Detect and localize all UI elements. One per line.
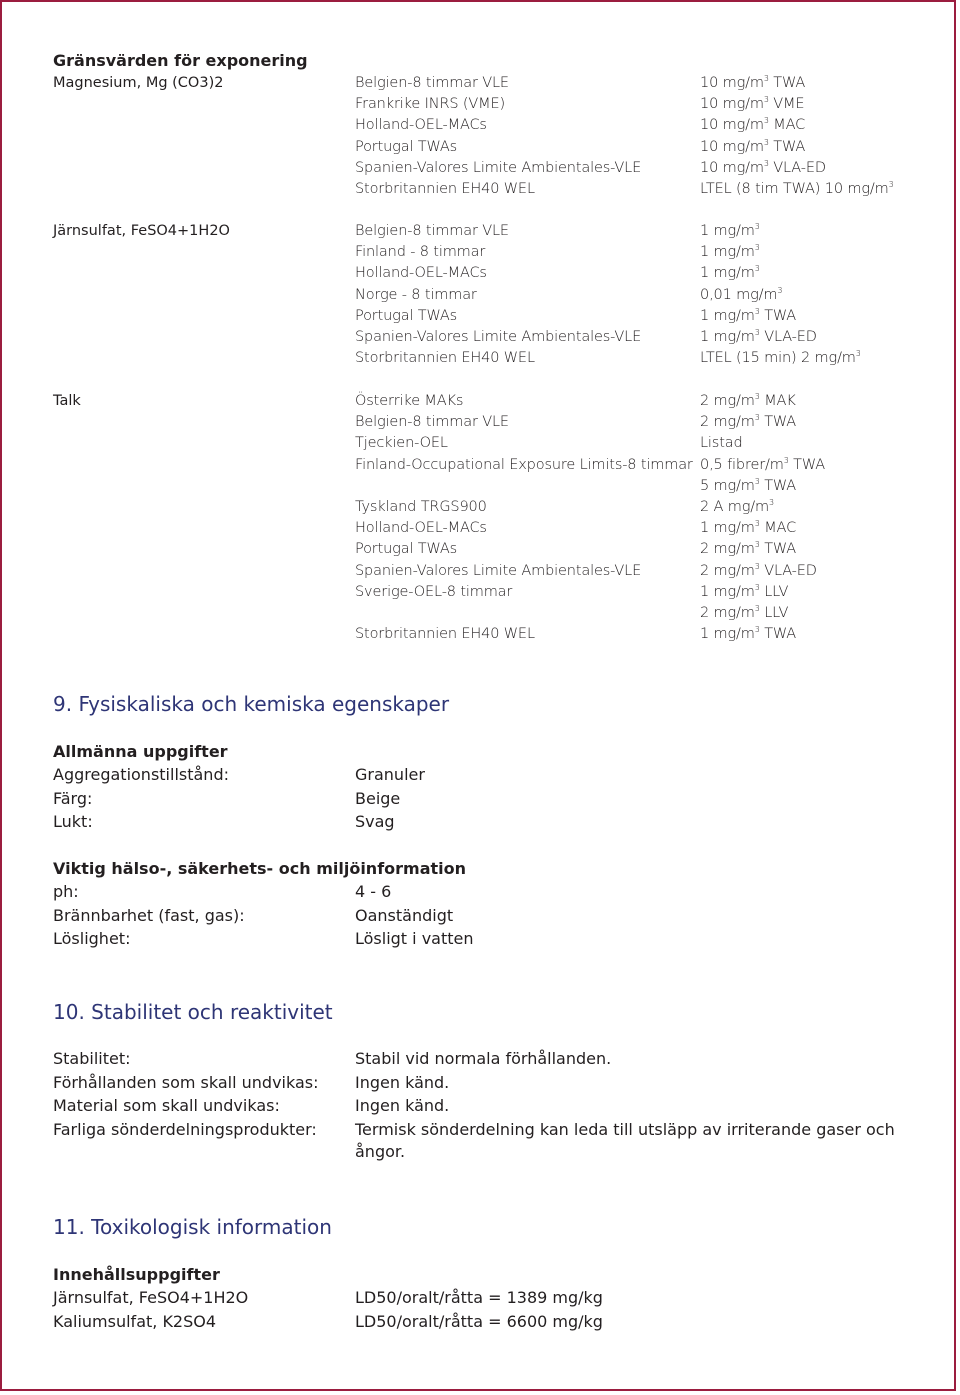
exposure-value-text: 10 mg/m	[700, 160, 764, 176]
section-10-number: 10.	[53, 1000, 85, 1024]
exposure-source: Spanien-Valores Limite Ambientales-VLE	[355, 563, 642, 579]
exposure-value-text: LTEL (15 min) 2 mg/m	[700, 350, 856, 366]
property-label: Farliga sönderdelningsprodukter:	[53, 1120, 317, 1139]
exposure-source: Portugal TWAs	[355, 541, 458, 557]
exposure-value	[700, 158, 826, 178]
general-info-heading: Allmänna uppgifter	[53, 742, 228, 761]
exposure-source: Holland-OEL-MACs	[355, 265, 487, 281]
exposure-value	[700, 306, 796, 326]
exposure-value-unit: TWA	[759, 414, 797, 430]
exposure-value	[700, 624, 796, 644]
exposure-value	[700, 582, 788, 602]
important-info-heading: Viktig hälso-, säkerhets- och miljöinformation	[53, 859, 467, 878]
exposure-value-text: 2 mg/m	[700, 393, 755, 409]
exposure-value-text: 1 mg/m	[700, 329, 755, 345]
substance-name: Talk	[53, 393, 81, 409]
exposure-value-exponent: 3	[754, 604, 760, 613]
exposure-source: Frankrike INRS (VME)	[355, 96, 506, 112]
property-value: Stabil vid normala förhållanden.	[355, 1049, 612, 1068]
exposure-value-text: 2 mg/m	[700, 563, 755, 579]
exposure-source: Storbritannien EH40 WEL	[355, 350, 535, 366]
exposure-source: Storbritannien EH40 WEL	[355, 181, 535, 197]
exposure-value-exponent: 3	[763, 74, 769, 83]
property-label: Lukt:	[53, 812, 93, 831]
exposure-value	[700, 242, 760, 262]
exposure-source: Norge - 8 timmar	[355, 287, 477, 303]
substance-name: Järnsulfat, FeSO4+1H2O	[53, 223, 230, 239]
exposure-source: Österrike MAKs	[355, 393, 464, 409]
property-label: Material som skall undvikas:	[53, 1096, 280, 1115]
exposure-value	[700, 348, 861, 368]
exposure-value	[700, 518, 796, 538]
exposure-value-exponent: 3	[754, 625, 760, 634]
property-label: Kaliumsulfat, K2SO4	[53, 1312, 217, 1331]
exposure-value-exponent: 3	[754, 519, 760, 528]
property-value: Oanständigt	[355, 906, 454, 925]
exposure-source: Portugal TWAs	[355, 139, 458, 155]
exposure-value-unit: LLV	[759, 605, 789, 621]
exposure-value-text: 2 mg/m	[700, 605, 755, 621]
exposure-value-unit: VLA-ED	[759, 563, 817, 579]
property-label: ph:	[53, 882, 79, 901]
property-label: Aggregationstillstånd:	[53, 765, 229, 784]
exposure-source: Sverige-OEL-8 timmar	[355, 584, 513, 600]
exposure-value-exponent: 3	[888, 180, 894, 189]
exposure-value-exponent: 3	[754, 413, 760, 422]
section-9-title-text: Fysiskaliska och kemiska egenskaper	[78, 692, 450, 716]
exposure-value-unit: VME	[768, 96, 805, 112]
property-value: Beige	[355, 789, 401, 808]
exposure-source: Portugal TWAs	[355, 308, 458, 324]
exposure-value	[700, 476, 796, 496]
exposure-value-exponent: 3	[754, 583, 760, 592]
property-value: Granuler	[355, 765, 425, 784]
exposure-value-unit: TWA	[768, 75, 806, 91]
exposure-value-text: 0,01 mg/m	[700, 287, 778, 303]
exposure-value-exponent: 3	[763, 138, 769, 147]
property-value: 4 - 6	[355, 882, 392, 901]
exposure-value-exponent: 3	[783, 456, 789, 465]
property-label: Stabilitet:	[53, 1049, 131, 1068]
property-label: Förhållanden som skall undvikas:	[53, 1073, 319, 1092]
exposure-value	[700, 94, 804, 114]
exposure-value	[700, 561, 817, 581]
section-9-title	[53, 692, 449, 716]
exposure-value-exponent: 3	[754, 562, 760, 571]
exposure-value-exponent: 3	[754, 328, 760, 337]
exposure-value-text: 2 mg/m	[700, 541, 755, 557]
exposure-value-text: 10 mg/m	[700, 139, 764, 155]
exposure-value-unit: VLA-ED	[759, 329, 817, 345]
exposure-value-exponent: 3	[763, 159, 769, 168]
exposure-value-unit: TWA	[768, 139, 806, 155]
exposure-heading: Gränsvärden för exponering	[53, 51, 308, 70]
exposure-value	[700, 263, 760, 283]
exposure-value-text: 1 mg/m	[700, 265, 755, 281]
section-10-title-text: Stabilitet och reaktivitet	[91, 1000, 333, 1024]
property-value: Svag	[355, 812, 395, 831]
property-label: Färg:	[53, 789, 93, 808]
exposure-value	[700, 433, 743, 453]
property-label: Järnsulfat, FeSO4+1H2O	[53, 1288, 249, 1307]
exposure-value-text: 1 mg/m	[700, 520, 755, 536]
exposure-value-exponent: 3	[754, 264, 760, 273]
property-value: Ingen känd.	[355, 1073, 450, 1092]
section-11-title	[53, 1215, 332, 1239]
exposure-value-text: 1 mg/m	[700, 223, 755, 239]
property-value: LD50/oralt/råtta = 6600 mg/kg	[355, 1312, 603, 1331]
exposure-value-unit: TWA	[788, 457, 826, 473]
exposure-value	[700, 327, 817, 347]
section-10-title	[53, 1000, 333, 1024]
exposure-source: Spanien-Valores Limite Ambientales-VLE	[355, 329, 642, 345]
exposure-value-unit: LLV	[759, 584, 789, 600]
exposure-value-unit: MAK	[759, 393, 796, 409]
property-value: Ingen känd.	[355, 1096, 450, 1115]
exposure-value-exponent: 3	[754, 540, 760, 549]
property-label: Brännbarhet (fast, gas):	[53, 906, 245, 925]
exposure-value	[700, 221, 760, 241]
exposure-source: Finland-Occupational Exposure Limits-8 timmar	[355, 457, 693, 473]
exposure-source: Belgien-8 timmar VLE	[355, 414, 509, 430]
exposure-value-exponent: 3	[777, 286, 783, 295]
exposure-value	[700, 412, 796, 432]
exposure-value	[700, 391, 796, 411]
exposure-value-exponent: 3	[754, 307, 760, 316]
exposure-source: Holland-OEL-MACs	[355, 117, 487, 133]
exposure-source: Belgien-8 timmar VLE	[355, 223, 509, 239]
exposure-value-text: 1 mg/m	[700, 244, 755, 260]
property-value: Lösligt i vatten	[355, 929, 474, 948]
exposure-value-unit: TWA	[759, 626, 797, 642]
exposure-source: Spanien-Valores Limite Ambientales-VLE	[355, 160, 642, 176]
property-label: Löslighet:	[53, 929, 131, 948]
ingredients-heading: Innehållsuppgifter	[53, 1265, 220, 1284]
exposure-value	[700, 179, 894, 199]
exposure-value-text: 10 mg/m	[700, 75, 764, 91]
exposure-value-exponent: 3	[754, 477, 760, 486]
exposure-value-exponent: 3	[754, 243, 760, 252]
exposure-source: Finland - 8 timmar	[355, 244, 486, 260]
section-11-number: 11.	[53, 1215, 85, 1239]
exposure-value	[700, 497, 774, 517]
exposure-source: Tyskland TRGS900	[355, 499, 487, 515]
exposure-source: Storbritannien EH40 WEL	[355, 626, 535, 642]
property-value: LD50/oralt/råtta = 1389 mg/kg	[355, 1288, 603, 1307]
exposure-value-text: 5 mg/m	[700, 478, 755, 494]
exposure-value-unit: TWA	[759, 308, 797, 324]
exposure-value-text: 1 mg/m	[700, 584, 755, 600]
exposure-value-exponent: 3	[855, 349, 861, 358]
section-9-number: 9.	[53, 692, 73, 716]
exposure-value	[700, 137, 805, 157]
exposure-source: Tjeckien-OEL	[355, 435, 448, 451]
exposure-value-text: 1 mg/m	[700, 308, 755, 324]
exposure-value-text: 1 mg/m	[700, 626, 755, 642]
exposure-value-text: 10 mg/m	[700, 96, 764, 112]
exposure-value-unit: TWA	[759, 541, 797, 557]
exposure-value-text: 10 mg/m	[700, 117, 764, 133]
exposure-value	[700, 285, 782, 305]
exposure-value-unit: MAC	[759, 520, 797, 536]
exposure-value-exponent: 3	[769, 498, 774, 507]
exposure-source: Holland-OEL-MACs	[355, 520, 487, 536]
exposure-value-exponent: 3	[763, 116, 769, 125]
exposure-value	[700, 455, 825, 475]
exposure-value	[700, 539, 796, 559]
exposure-value-text: 0,5 fibrer/m	[700, 457, 784, 473]
exposure-value-unit: TWA	[759, 478, 797, 494]
exposure-value-text: 2 mg/m	[700, 414, 755, 430]
exposure-value	[700, 73, 805, 93]
exposure-value	[700, 115, 805, 135]
exposure-value	[700, 603, 788, 623]
exposure-value-exponent: 3	[754, 222, 760, 231]
exposure-value-exponent: 3	[754, 392, 760, 401]
exposure-value-text: Listad	[700, 435, 743, 451]
section-11-title-text: Toxikologisk information	[91, 1215, 332, 1239]
exposure-source: Belgien-8 timmar VLE	[355, 75, 509, 91]
exposure-value-exponent: 3	[763, 95, 769, 104]
substance-name: Magnesium, Mg (CO3)2	[53, 75, 224, 91]
exposure-value-unit: VLA-ED	[768, 160, 826, 176]
exposure-value-text: LTEL (8 tim TWA) 10 mg/m	[700, 181, 889, 197]
property-value: Termisk sönderdelning kan leda till utsläpp av irriterande gaser och ångor.	[355, 1120, 895, 1161]
exposure-value-text: 2 A mg/m	[700, 499, 769, 515]
exposure-value-unit: MAC	[768, 117, 806, 133]
